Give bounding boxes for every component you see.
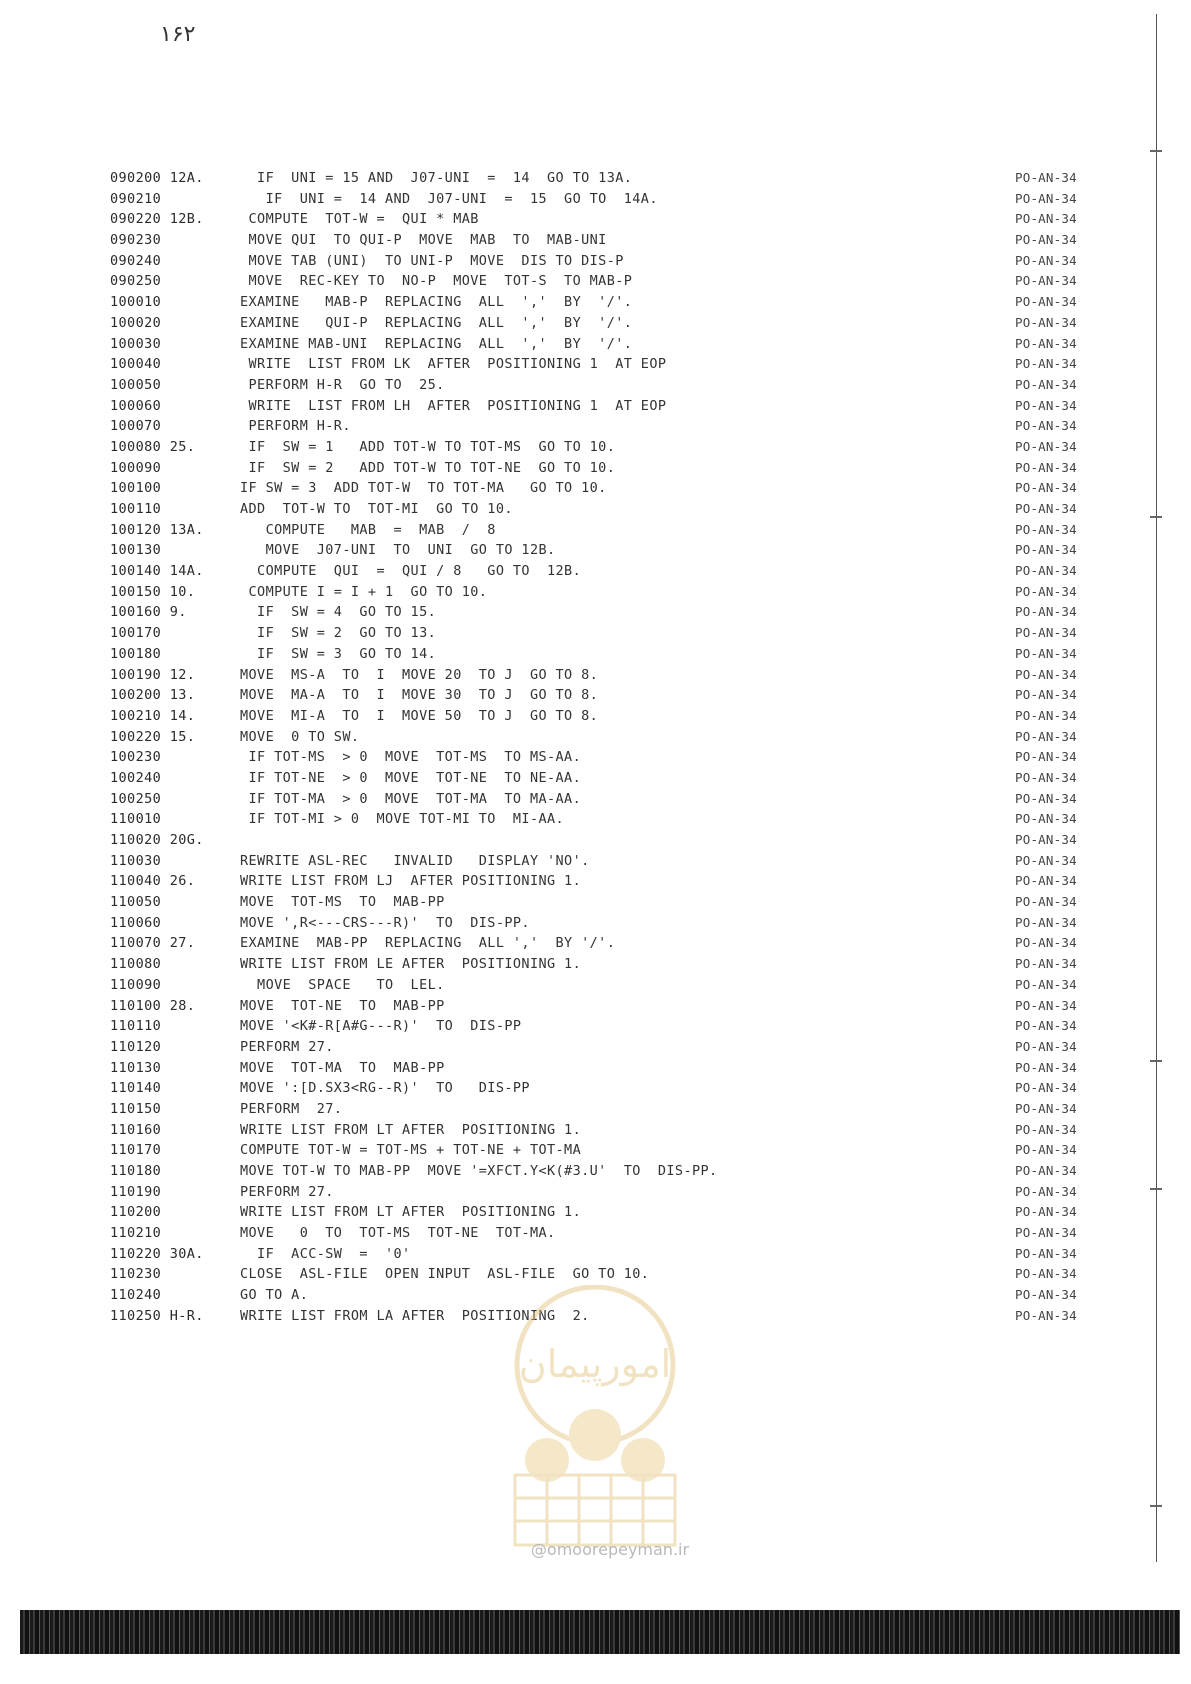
sequence-number: 100160 9. [110, 604, 187, 621]
sequence-number: 090250 [110, 273, 162, 290]
sequence-number: 110130 [110, 1059, 162, 1076]
program-id: PO-AN-34 [1015, 749, 1077, 765]
cobol-listing [110, 168, 1077, 1327]
program-id: PO-AN-34 [1015, 914, 1077, 930]
statement: EXAMINE QUI-P REPLACING ALL ',' BY '/'. [240, 314, 633, 331]
sequence-number: 110040 26. [110, 873, 196, 890]
program-id: PO-AN-34 [1015, 418, 1077, 434]
program-id: PO-AN-34 [1015, 356, 1077, 372]
code-line [110, 975, 1077, 996]
program-id: PO-AN-34 [1015, 583, 1077, 599]
program-id: PO-AN-34 [1015, 707, 1077, 723]
statement: MOVE SPACE TO LEL. [240, 976, 445, 993]
statement: MOVE QUI TO QUI-P MOVE MAB TO MAB-UNI [240, 232, 607, 249]
code-line [110, 1202, 1077, 1223]
program-id: PO-AN-34 [1015, 480, 1077, 496]
program-id: PO-AN-34 [1015, 501, 1077, 516]
sequence-number: 110240 [110, 1287, 162, 1304]
program-id: PO-AN-34 [1015, 769, 1077, 785]
statement: WRITE LIST FROM LE AFTER POSITIONING 1. [240, 956, 582, 973]
code-line [110, 913, 1077, 934]
code-line [110, 209, 1077, 230]
program-id: PO-AN-34 [1015, 211, 1077, 227]
margin-rule [1156, 14, 1157, 1562]
program-id: PO-AN-34 [1015, 563, 1077, 579]
code-line [110, 665, 1077, 686]
program-id: PO-AN-34 [1015, 542, 1077, 558]
statement: PERFORM H-R. [240, 418, 351, 435]
program-id: PO-AN-34 [1015, 335, 1077, 351]
sequence-number: 100080 25. [110, 438, 196, 455]
code-line [110, 354, 1077, 375]
program-id: PO-AN-34 [1015, 832, 1077, 847]
sequence-number: 110060 [110, 914, 162, 931]
sequence-number: 110010 [110, 811, 162, 828]
margin-tick [1150, 1188, 1162, 1190]
sequence-number: 100190 12. [110, 666, 196, 683]
program-id: PO-AN-34 [1015, 625, 1077, 641]
program-id: PO-AN-34 [1015, 273, 1077, 289]
code-line [110, 437, 1077, 458]
sequence-number: 100020 [110, 314, 162, 331]
statement: MOVE J07-UNI TO UNI GO TO 12B. [240, 542, 556, 559]
code-line [110, 1264, 1077, 1285]
statement: MOVE MS-A TO I MOVE 20 TO J GO TO 8. [240, 666, 599, 683]
sequence-number: 100170 [110, 625, 162, 642]
sequence-number: 110250 H-R. [110, 1307, 204, 1324]
program-id: PO-AN-34 [1015, 811, 1077, 827]
sequence-number: 110210 [110, 1225, 162, 1242]
statement: MOVE '<K#-R[A#G---R)' TO DIS-PP [240, 1018, 522, 1035]
statement: IF UNI = 15 AND J07-UNI = 14 GO TO 13A. [240, 170, 633, 186]
margin-tick [1150, 1505, 1162, 1507]
statement: WRITE LIST FROM LJ AFTER POSITIONING 1. [240, 873, 582, 890]
sequence-number: 100060 [110, 397, 162, 414]
program-id: PO-AN-34 [1015, 1287, 1077, 1303]
code-line [110, 1223, 1077, 1244]
statement: MOVE 0 TO TOT-MS TOT-NE TOT-MA. [240, 1225, 556, 1242]
program-id: PO-AN-34 [1015, 728, 1077, 744]
sequence-number: 110200 [110, 1204, 162, 1221]
statement: EXAMINE MAB-UNI REPLACING ALL ',' BY '/'. [240, 335, 633, 352]
code-line [110, 292, 1077, 313]
code-line [110, 396, 1077, 417]
statement: COMPUTE QUI = QUI / 8 GO TO 12B. [240, 563, 582, 580]
sequence-number: 110100 28. [110, 997, 196, 1014]
code-line [110, 685, 1077, 706]
program-id: PO-AN-34 [1015, 232, 1077, 248]
code-line [110, 1120, 1077, 1141]
sequence-number: 100050 [110, 376, 162, 393]
sequence-number: 100230 [110, 749, 162, 766]
program-id: PO-AN-34 [1015, 1018, 1077, 1034]
sequence-number: 100100 [110, 480, 162, 497]
statement: REWRITE ASL-REC INVALID DISPLAY 'NO'. [240, 852, 590, 869]
sequence-number: 090220 12B. [110, 211, 204, 228]
program-id: PO-AN-34 [1015, 873, 1077, 889]
watermark-logo-text: امورپیمان [518, 1342, 672, 1386]
statement: MOVE REC-KEY TO NO-P MOVE TOT-S TO MAB-P [240, 273, 633, 290]
program-id: PO-AN-34 [1015, 252, 1077, 268]
program-id: PO-AN-34 [1015, 645, 1077, 661]
sequence-number: 110140 [110, 1080, 162, 1097]
sequence-number: 100110 [110, 501, 162, 517]
sequence-number: 110150 [110, 1100, 162, 1117]
margin-tick [1150, 150, 1162, 152]
sequence-number: 110170 [110, 1142, 162, 1159]
code-line [110, 540, 1077, 561]
sequence-number: 090230 [110, 232, 162, 249]
statement: IF SW = 3 GO TO 14. [240, 645, 437, 662]
code-line [110, 623, 1077, 644]
program-id: PO-AN-34 [1015, 894, 1077, 910]
code-line [110, 1140, 1077, 1161]
code-line [110, 954, 1077, 975]
statement: EXAMINE MAB-P REPLACING ALL ',' BY '/'. [240, 294, 633, 311]
sequence-number: 100150 10. [110, 583, 196, 600]
program-id: PO-AN-34 [1015, 376, 1077, 392]
code-line [110, 768, 1077, 789]
statement: PERFORM 27. [240, 1183, 334, 1200]
statement: WRITE LIST FROM LK AFTER POSITIONING 1 AT EOP [240, 356, 667, 373]
watermark-logo [495, 1285, 695, 1555]
code-line [110, 561, 1077, 582]
sequence-number: 110180 [110, 1163, 162, 1179]
sequence-number: 110220 30A. [110, 1245, 204, 1262]
sequence-number: 100180 [110, 645, 162, 662]
program-id: PO-AN-34 [1015, 1121, 1077, 1137]
program-id: PO-AN-34 [1015, 1080, 1077, 1096]
program-id: PO-AN-34 [1015, 1038, 1077, 1054]
sequence-number: 100030 [110, 335, 162, 352]
statement: WRITE LIST FROM LT AFTER POSITIONING 1. [240, 1204, 582, 1221]
statement: GO TO A. [240, 1287, 309, 1304]
statement: IF SW = 3 ADD TOT-W TO TOT-MA GO TO 10. [240, 480, 607, 497]
statement: CLOSE ASL-FILE OPEN INPUT ASL-FILE GO TO 10. [240, 1266, 650, 1283]
sequence-number: 100140 14A. [110, 563, 204, 580]
program-id: PO-AN-34 [1015, 790, 1077, 806]
statement: COMPUTE I = I + 1 GO TO 10. [240, 583, 488, 600]
statement: COMPUTE MAB = MAB / 8 [240, 521, 496, 538]
statement: ADD TOT-W TO TOT-MI GO TO 10. [240, 501, 513, 517]
sequence-number: 100200 13. [110, 687, 196, 704]
code-line [110, 1161, 1077, 1182]
program-id: PO-AN-34 [1015, 1100, 1077, 1116]
sequence-number: 110050 [110, 894, 162, 911]
code-line [110, 851, 1077, 872]
statement: MOVE TOT-MS TO MAB-PP [240, 894, 445, 911]
statement: MOVE ':[D.SX3<RG--R)' TO DIS-PP [240, 1080, 530, 1097]
statement: WRITE LIST FROM LH AFTER POSITIONING 1 AT EOP [240, 397, 667, 414]
sequence-number: 110190 [110, 1183, 162, 1200]
code-line [110, 727, 1077, 748]
code-line [110, 706, 1077, 727]
sequence-number: 110160 [110, 1121, 162, 1138]
program-id: PO-AN-34 [1015, 438, 1077, 454]
sequence-number: 110020 20G. [110, 832, 204, 848]
program-id: PO-AN-34 [1015, 1163, 1077, 1178]
statement: IF ACC-SW = '0' [240, 1245, 411, 1262]
statement: IF TOT-NE > 0 MOVE TOT-NE TO NE-AA. [240, 769, 582, 786]
code-line [110, 1078, 1077, 1099]
sequence-number: 110030 [110, 852, 162, 869]
code-line [110, 520, 1077, 541]
code-line [110, 602, 1077, 623]
statement: MOVE MI-A TO I MOVE 50 TO J GO TO 8. [240, 707, 599, 724]
code-line [110, 996, 1077, 1017]
program-id: PO-AN-34 [1015, 956, 1077, 972]
code-line [110, 416, 1077, 437]
code-line [110, 809, 1077, 830]
program-id: PO-AN-34 [1015, 1142, 1077, 1158]
statement: WRITE LIST FROM LT AFTER POSITIONING 1. [240, 1121, 582, 1138]
code-line [110, 747, 1077, 768]
statement: IF UNI = 14 AND J07-UNI = 15 GO TO 14A. [240, 190, 658, 207]
program-id: PO-AN-34 [1015, 935, 1077, 951]
sequence-number: 110090 [110, 976, 162, 993]
statement: PERFORM 27. [240, 1100, 343, 1117]
code-line [110, 644, 1077, 665]
program-id: PO-AN-34 [1015, 1245, 1077, 1261]
code-line [110, 871, 1077, 892]
sequence-number: 110080 [110, 956, 162, 973]
program-id: PO-AN-34 [1015, 976, 1077, 992]
statement: IF TOT-MI > 0 MOVE TOT-MI TO MI-AA. [240, 811, 565, 828]
program-id: PO-AN-34 [1015, 459, 1077, 475]
scan-border [20, 1610, 1180, 1654]
watermark-text: @omoorepeyman.ir [530, 1540, 690, 1559]
program-id: PO-AN-34 [1015, 170, 1077, 185]
statement: MOVE MA-A TO I MOVE 30 TO J GO TO 8. [240, 687, 599, 704]
code-line [110, 499, 1077, 520]
statement: WRITE LIST FROM LA AFTER POSITIONING 2. [240, 1307, 590, 1324]
code-line [110, 830, 1077, 851]
code-line [110, 168, 1077, 189]
statement: COMPUTE TOT-W = TOT-MS + TOT-NE + TOT-MA [240, 1142, 582, 1159]
code-line [110, 789, 1077, 810]
statement: IF TOT-MA > 0 MOVE TOT-MA TO MA-AA. [240, 790, 582, 807]
statement: IF SW = 4 GO TO 15. [240, 604, 437, 621]
sequence-number: 100070 [110, 418, 162, 435]
program-id: PO-AN-34 [1015, 190, 1077, 206]
sequence-number: 100250 [110, 790, 162, 807]
program-id: PO-AN-34 [1015, 294, 1077, 310]
page-number: ۱۶۲ [160, 22, 196, 47]
code-line [110, 478, 1077, 499]
code-line [110, 1244, 1077, 1265]
sequence-number: 090200 12A. [110, 170, 204, 186]
statement: IF TOT-MS > 0 MOVE TOT-MS TO MS-AA. [240, 749, 582, 766]
statement: PERFORM H-R GO TO 25. [240, 376, 445, 393]
statement: MOVE 0 TO SW. [240, 728, 360, 745]
statement: MOVE TOT-NE TO MAB-PP [240, 997, 445, 1014]
code-line [110, 230, 1077, 251]
code-line [110, 582, 1077, 603]
statement: EXAMINE MAB-PP REPLACING ALL ',' BY '/'. [240, 935, 616, 952]
code-line [110, 1058, 1077, 1079]
sequence-number: 100010 [110, 294, 162, 311]
sequence-number: 110230 [110, 1266, 162, 1283]
code-line [110, 1182, 1077, 1203]
program-id: PO-AN-34 [1015, 666, 1077, 682]
sequence-number: 100040 [110, 356, 162, 373]
program-id: PO-AN-34 [1015, 314, 1077, 330]
code-line [110, 313, 1077, 334]
statement: MOVE TAB (UNI) TO UNI-P MOVE DIS TO DIS-P [240, 252, 624, 269]
margin-tick [1150, 1060, 1162, 1062]
sequence-number: 100120 13A. [110, 521, 204, 538]
sequence-number: 100210 14. [110, 707, 196, 724]
statement: MOVE ',R<---CRS---R)' TO DIS-PP. [240, 914, 530, 931]
statement: IF SW = 1 ADD TOT-W TO TOT-MS GO TO 10. [240, 438, 616, 455]
program-id: PO-AN-34 [1015, 852, 1077, 868]
program-id: PO-AN-34 [1015, 1307, 1077, 1323]
program-id: PO-AN-34 [1015, 1266, 1077, 1282]
program-id: PO-AN-34 [1015, 1204, 1077, 1220]
code-line [110, 458, 1077, 479]
code-line [110, 334, 1077, 355]
program-id: PO-AN-34 [1015, 604, 1077, 620]
statement: IF SW = 2 ADD TOT-W TO TOT-NE GO TO 10. [240, 459, 616, 476]
sequence-number: 100090 [110, 459, 162, 476]
code-line [110, 375, 1077, 396]
code-line [110, 1099, 1077, 1120]
program-id: PO-AN-34 [1015, 1059, 1077, 1075]
code-line [110, 1037, 1077, 1058]
statement: MOVE TOT-MA TO MAB-PP [240, 1059, 445, 1076]
sequence-number: 110120 [110, 1038, 162, 1055]
code-line [110, 189, 1077, 210]
code-line [110, 1016, 1077, 1037]
program-id: PO-AN-34 [1015, 397, 1077, 413]
program-id: PO-AN-34 [1015, 687, 1077, 703]
statement: COMPUTE TOT-W = QUI * MAB [240, 211, 479, 228]
code-line [110, 271, 1077, 292]
sequence-number: 100220 15. [110, 728, 196, 745]
code-line [110, 933, 1077, 954]
program-id: PO-AN-34 [1015, 1225, 1077, 1241]
sequence-number: 100130 [110, 542, 162, 559]
program-id: PO-AN-34 [1015, 1183, 1077, 1199]
sequence-number: 110110 [110, 1018, 162, 1035]
program-id: PO-AN-34 [1015, 521, 1077, 537]
code-line [110, 892, 1077, 913]
sequence-number: 100240 [110, 769, 162, 786]
sequence-number: 090240 [110, 252, 162, 269]
sequence-number: 110070 27. [110, 935, 196, 952]
program-id: PO-AN-34 [1015, 997, 1077, 1013]
code-line [110, 251, 1077, 272]
sequence-number: 090210 [110, 190, 162, 207]
statement: MOVE TOT-W TO MAB-PP MOVE '=XFCT.Y<K(#3.U' TO DIS-PP. [240, 1163, 718, 1179]
margin-tick [1150, 516, 1162, 518]
statement: IF SW = 2 GO TO 13. [240, 625, 437, 642]
statement: PERFORM 27. [240, 1038, 334, 1055]
